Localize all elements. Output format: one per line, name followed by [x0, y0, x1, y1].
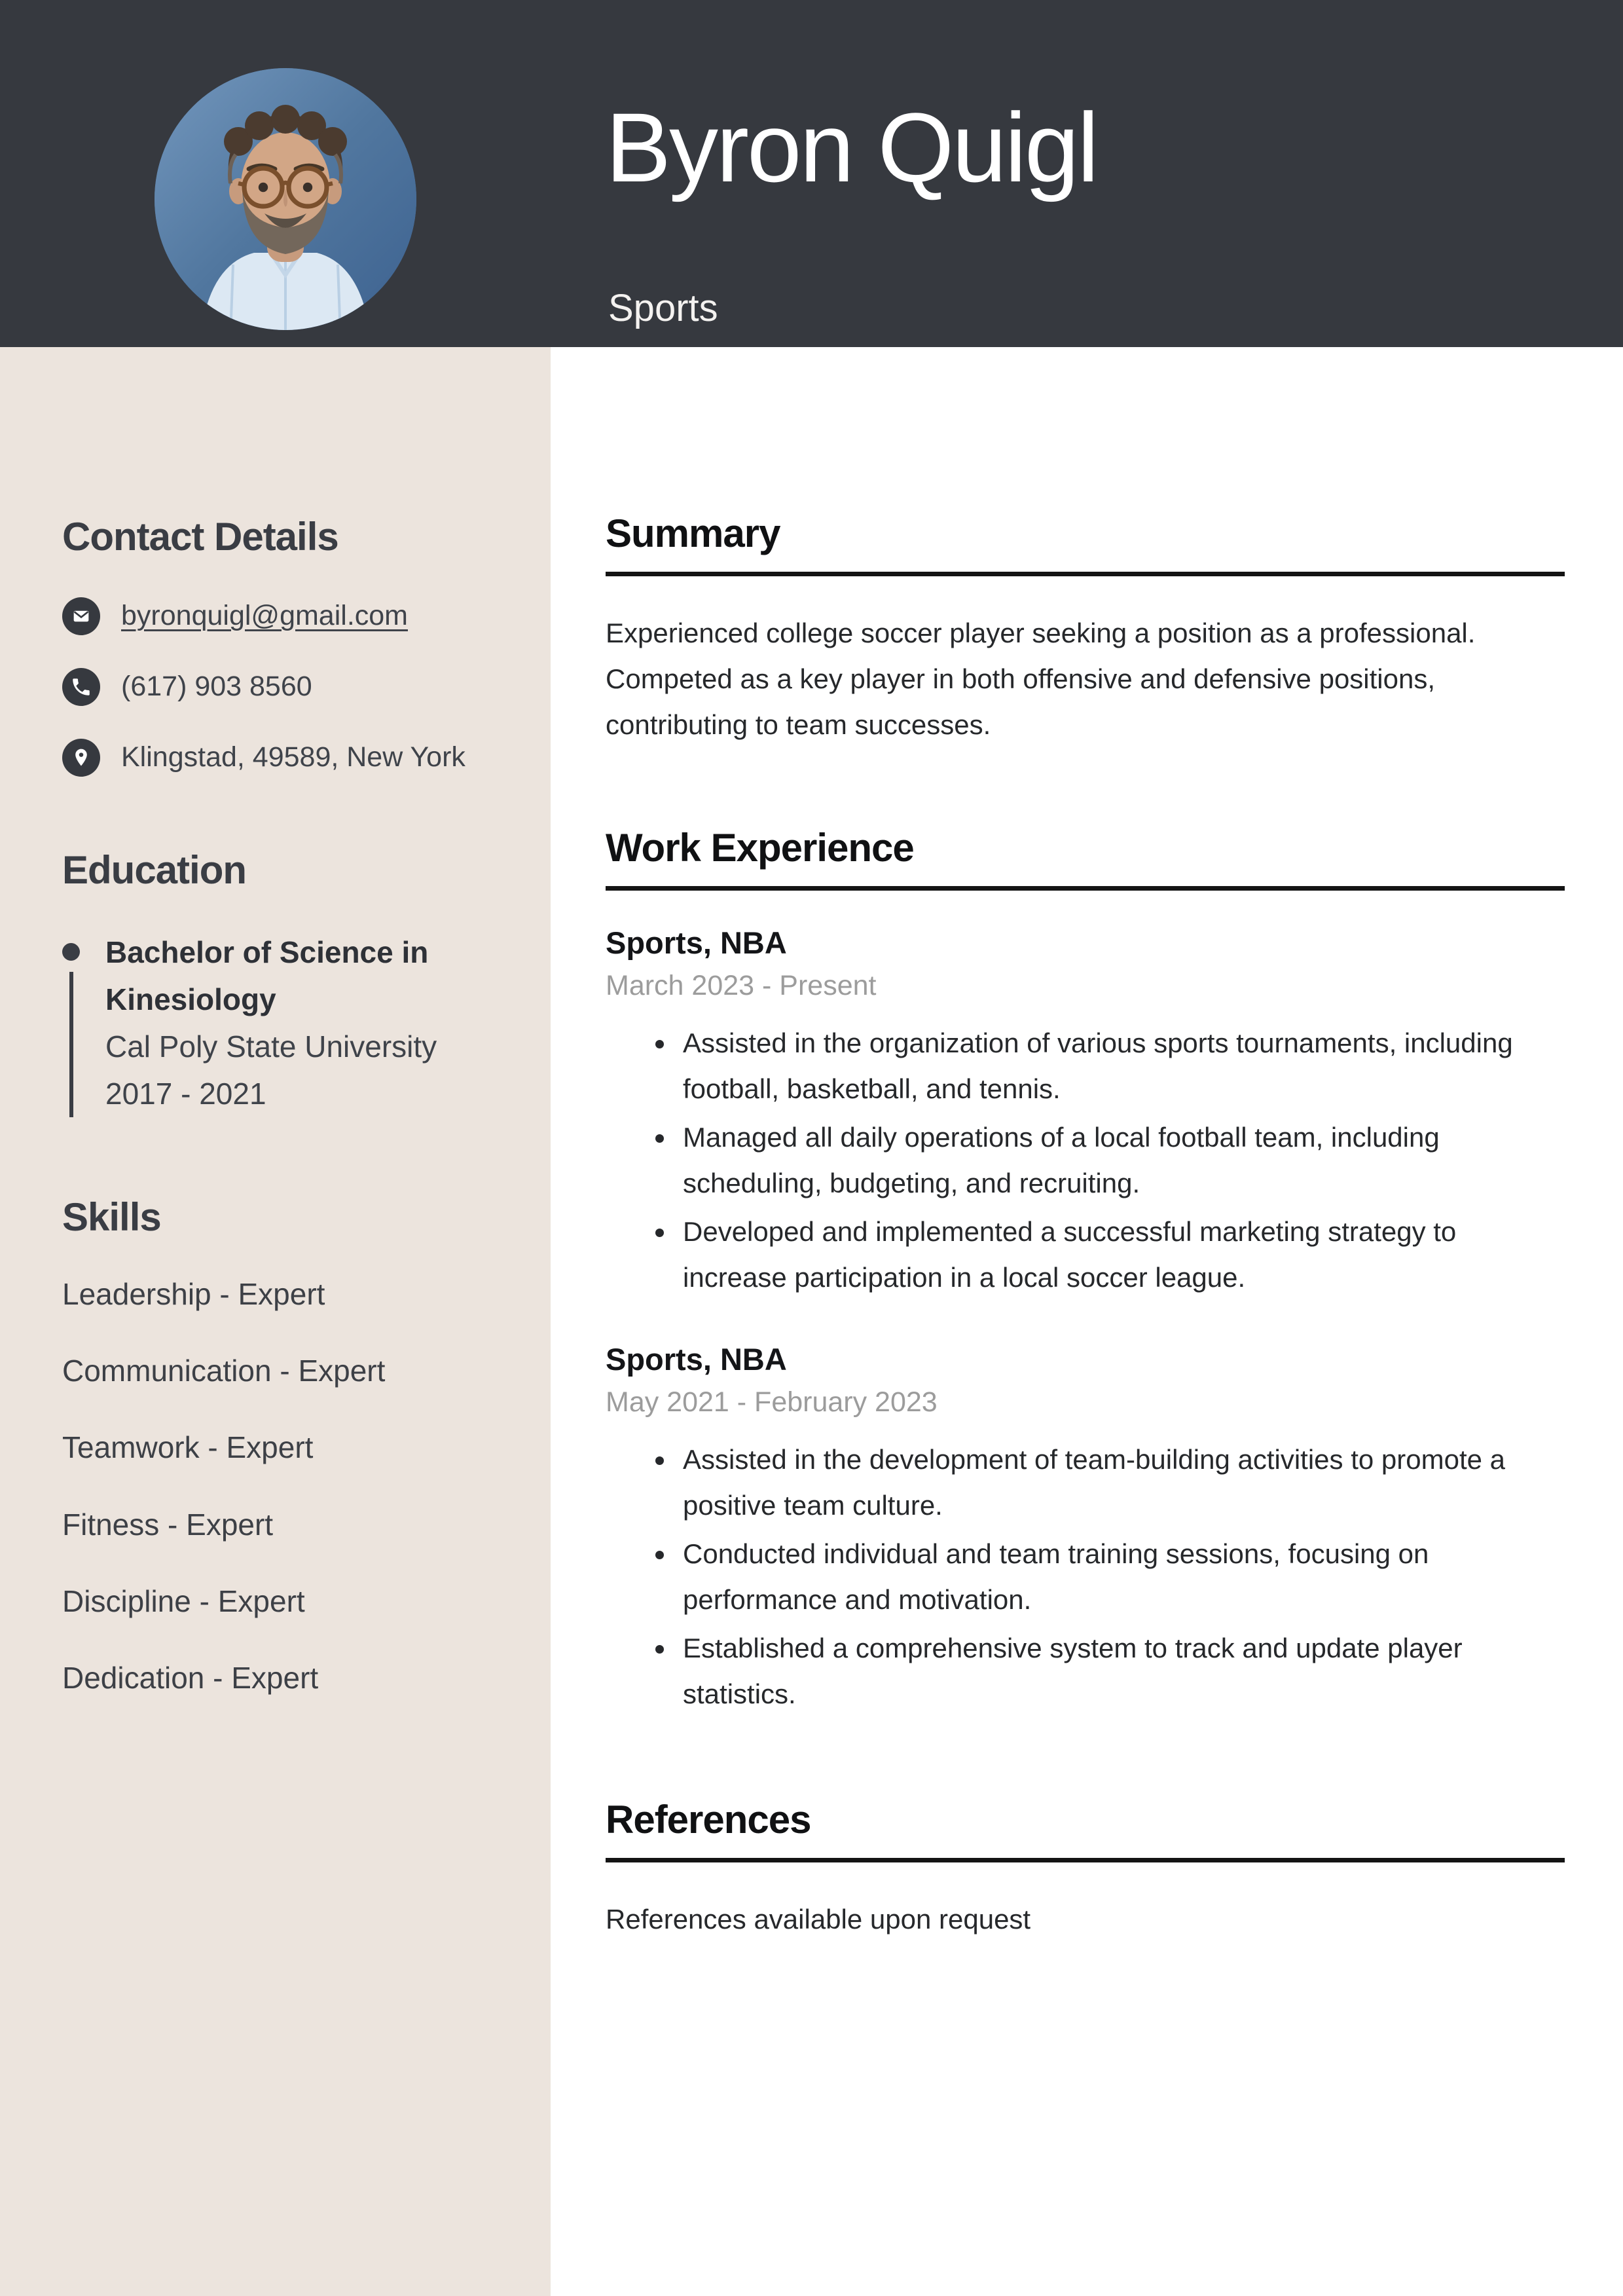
email-icon	[62, 597, 100, 635]
skills-section	[62, 1194, 511, 1696]
contact-row-email	[62, 597, 511, 635]
skills-list	[62, 1276, 511, 1696]
job-bullet: • Assisted in the organization of various sports tournaments, including football, basketball, and tennis.	[676, 1020, 1565, 1112]
job-title: Sports, NBA	[606, 925, 787, 960]
skill-item: Communication - Expert	[62, 1354, 386, 1388]
job-entry	[606, 1341, 1565, 1717]
location-value: Klingstad, 49589, New York	[121, 741, 465, 773]
education-entry	[62, 929, 511, 1117]
sidebar	[0, 347, 551, 2296]
references-heading: References	[606, 1797, 811, 1842]
job-bullet: • Managed all daily operations of a local football team, including scheduling, budgeting, and recruiting.	[676, 1115, 1565, 1206]
section-divider	[606, 572, 1565, 576]
main-content	[551, 347, 1623, 2296]
job-bullet: • Conducted individual and team training sessions, focusing on performance and motivation.	[676, 1531, 1565, 1623]
job-title: Sports, NBA	[606, 1341, 787, 1377]
job-bullet: • Established a comprehensive system to track and update player statistics.	[676, 1625, 1565, 1717]
summary-section	[606, 511, 1565, 748]
job-entry	[606, 925, 1565, 1301]
education-section	[62, 847, 511, 1117]
job-dates: May 2021 - February 2023	[606, 1386, 938, 1418]
contact-section	[62, 514, 511, 777]
job-bullets	[606, 1020, 1565, 1301]
skill-item: Dedication - Expert	[62, 1660, 319, 1695]
education-years: 2017 - 2021	[105, 1077, 266, 1111]
education-heading: Education	[62, 848, 247, 892]
section-divider	[606, 886, 1565, 891]
avatar	[155, 68, 416, 330]
phone-icon	[62, 668, 100, 706]
experience-section	[606, 825, 1565, 1717]
portrait-illustration	[155, 68, 416, 330]
summary-heading: Summary	[606, 511, 780, 555]
job-bullet: • Assisted in the development of team-building activities to promote a positive team culture.	[676, 1437, 1565, 1528]
person-name: Byron Quigl	[606, 92, 1097, 202]
phone-value: (617) 903 8560	[121, 671, 312, 703]
email-value[interactable]: byronquigl@gmail.com	[121, 600, 408, 632]
skills-heading: Skills	[62, 1195, 161, 1239]
section-divider	[606, 1858, 1565, 1862]
contact-heading: Contact Details	[62, 515, 338, 559]
references-section	[606, 1797, 1565, 1942]
job-dates: March 2023 - Present	[606, 970, 877, 1002]
education-degree: Bachelor of Science in Kinesiology	[105, 935, 429, 1016]
contact-row-location	[62, 739, 511, 777]
experience-heading: Work Experience	[606, 826, 914, 870]
job-bullet: • Developed and implemented a successful marketing strategy to increase participation in a local soccer league.	[676, 1209, 1565, 1301]
references-text: References available upon request	[606, 1903, 1031, 1935]
education-school: Cal Poly State University	[105, 1029, 437, 1064]
contact-rows	[62, 597, 511, 777]
skill-item: Teamwork - Expert	[62, 1430, 314, 1465]
location-icon	[62, 739, 100, 777]
skill-item: Fitness - Expert	[62, 1507, 274, 1542]
skill-item: Discipline - Expert	[62, 1583, 305, 1618]
summary-text: Experienced college soccer player seeking a position as a professional. Competed as a key player in both offensive and defensive positions, contributing to team successes.	[606, 618, 1476, 740]
contact-row-phone	[62, 668, 511, 706]
job-bullets	[606, 1437, 1565, 1717]
person-job-title: Sports	[608, 287, 718, 329]
skill-item: Leadership - Expert	[62, 1277, 325, 1311]
